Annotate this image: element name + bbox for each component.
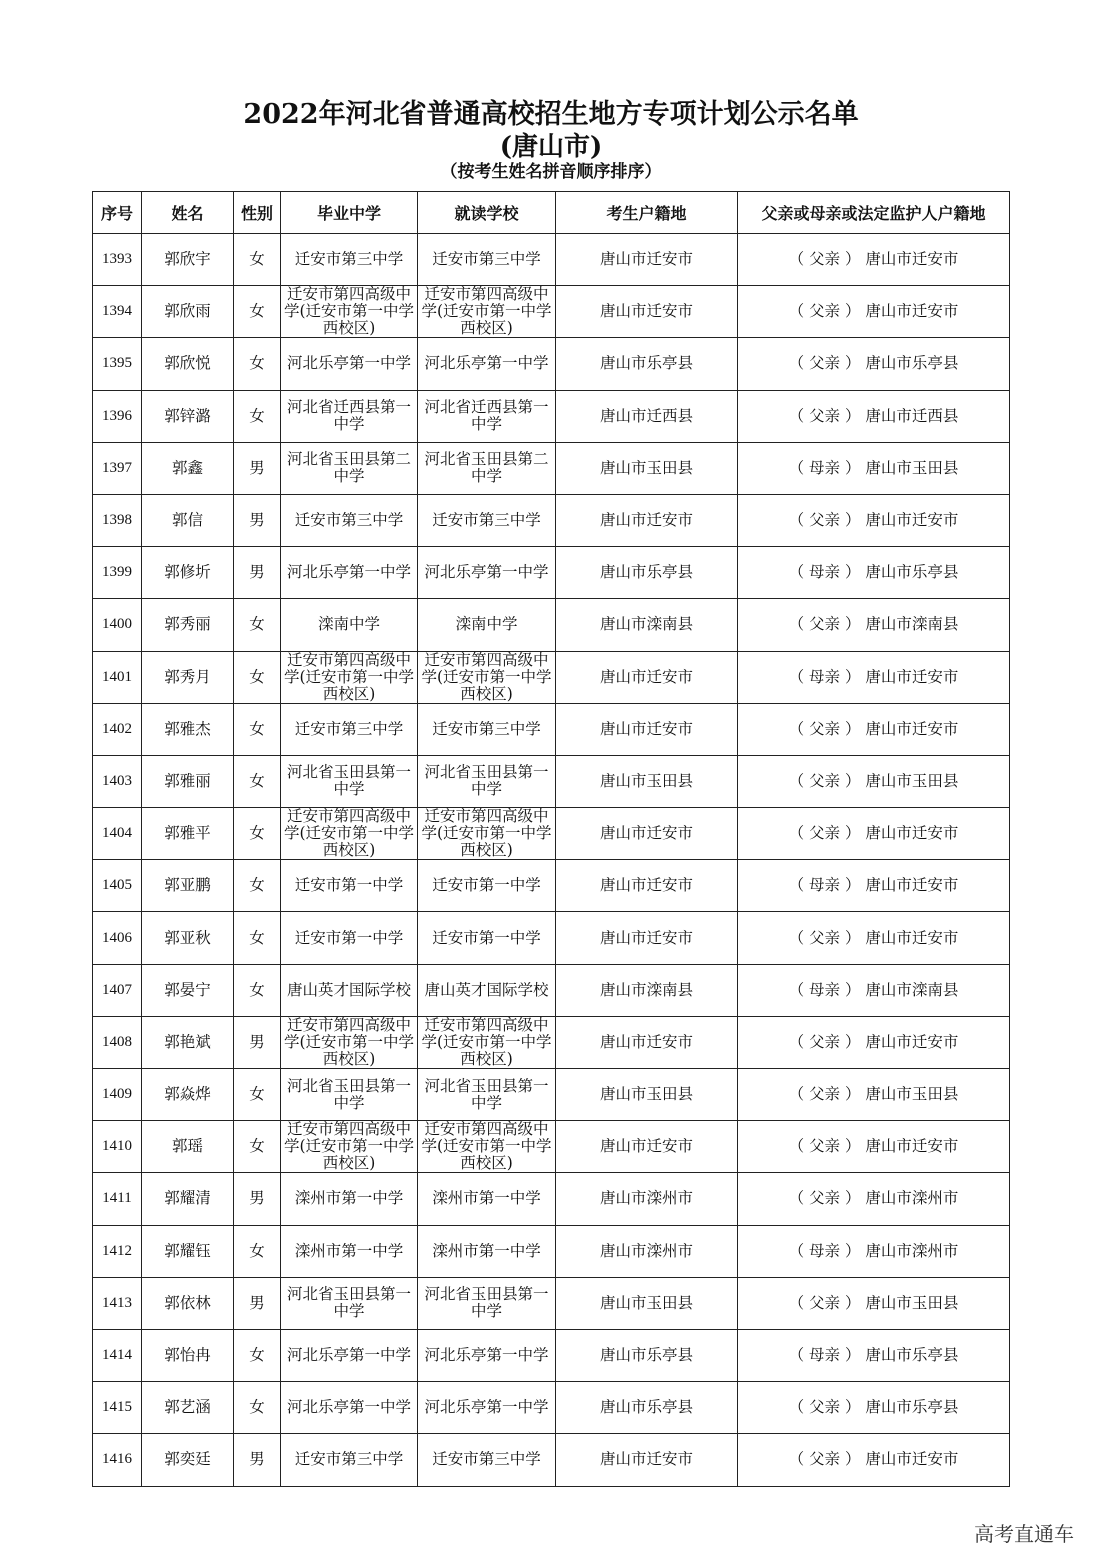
table-row [93,547,1010,599]
cell-household-registration: 唐山市滦南县 [556,599,738,651]
cell-current-school: 迁安市第三中学 [418,1434,556,1486]
cell-graduated-school: 迁安市第三中学 [281,1434,418,1486]
table-row [93,599,1010,651]
watermark-text: 高考直通车 [974,1522,1074,1546]
table-row [93,234,1010,286]
table-row [93,860,1010,912]
cell-guardian-registration: （ 父亲 ） 唐山市迁安市 [738,1121,1010,1173]
cell-graduated-school: 河北乐亭第一中学 [281,547,418,599]
table-row [93,1173,1010,1225]
cell-guardian-registration: （ 父亲 ） 唐山市滦南县 [738,599,1010,651]
cell-name: 郭耀清 [142,1173,234,1225]
cell-gender: 女 [234,912,281,964]
col-header-index: 序号 [93,192,142,234]
cell-name: 郭焱烨 [142,1069,234,1121]
cell-current-school: 河北省迁西县第一中学 [418,390,556,442]
cell-current-school: 迁安市第一中学 [418,860,556,912]
roster-table [92,191,1010,1487]
cell-name: 郭奕廷 [142,1434,234,1486]
cell-name: 郭耀钰 [142,1225,234,1277]
cell-graduated-school: 迁安市第四高级中学(迁安市第一中学西校区) [281,286,418,338]
cell-guardian-registration: （ 母亲 ） 唐山市滦南县 [738,964,1010,1016]
cell-household-registration: 唐山市乐亭县 [556,1382,738,1434]
cell-index: 1406 [93,912,142,964]
cell-gender: 女 [234,808,281,860]
cell-household-registration: 唐山市乐亭县 [556,338,738,390]
cell-household-registration: 唐山市滦州市 [556,1173,738,1225]
table-row [93,1225,1010,1277]
cell-household-registration: 唐山市玉田县 [556,755,738,807]
cell-name: 郭艳斌 [142,1016,234,1068]
cell-household-registration: 唐山市迁安市 [556,651,738,703]
cell-graduated-school: 迁安市第四高级中学(迁安市第一中学西校区) [281,808,418,860]
cell-name: 郭欣宇 [142,234,234,286]
cell-name: 郭亚鹏 [142,860,234,912]
table-row [93,912,1010,964]
cell-index: 1407 [93,964,142,1016]
cell-household-registration: 唐山市迁安市 [556,703,738,755]
cell-graduated-school: 迁安市第四高级中学(迁安市第一中学西校区) [281,1016,418,1068]
cell-current-school: 河北乐亭第一中学 [418,1382,556,1434]
table-row [93,442,1010,494]
cell-name: 郭雅丽 [142,755,234,807]
cell-gender: 女 [234,1069,281,1121]
cell-name: 郭欣悦 [142,338,234,390]
cell-gender: 男 [234,494,281,546]
cell-household-registration: 唐山市玉田县 [556,1069,738,1121]
cell-current-school: 迁安市第四高级中学(迁安市第一中学西校区) [418,808,556,860]
table-row [93,286,1010,338]
cell-gender: 女 [234,234,281,286]
cell-gender: 女 [234,286,281,338]
cell-guardian-registration: （ 母亲 ） 唐山市迁安市 [738,860,1010,912]
cell-current-school: 迁安市第三中学 [418,494,556,546]
cell-graduated-school: 迁安市第一中学 [281,860,418,912]
cell-name: 郭欣雨 [142,286,234,338]
cell-gender: 女 [234,1329,281,1381]
cell-name: 郭瑶 [142,1121,234,1173]
cell-name: 郭锌潞 [142,390,234,442]
cell-current-school: 迁安市第四高级中学(迁安市第一中学西校区) [418,1121,556,1173]
cell-graduated-school: 迁安市第三中学 [281,494,418,546]
cell-guardian-registration: （ 母亲 ） 唐山市乐亭县 [738,1329,1010,1381]
cell-index: 1412 [93,1225,142,1277]
cell-guardian-registration: （ 父亲 ） 唐山市迁安市 [738,494,1010,546]
table-header-row [93,192,1010,234]
cell-guardian-registration: （ 父亲 ） 唐山市迁西县 [738,390,1010,442]
cell-current-school: 河北乐亭第一中学 [418,338,556,390]
cell-guardian-registration: （ 母亲 ） 唐山市乐亭县 [738,547,1010,599]
cell-graduated-school: 迁安市第三中学 [281,703,418,755]
cell-guardian-registration: （ 父亲 ） 唐山市玉田县 [738,755,1010,807]
cell-guardian-registration: （ 父亲 ） 唐山市迁安市 [738,912,1010,964]
cell-household-registration: 唐山市迁安市 [556,860,738,912]
cell-graduated-school: 唐山英才国际学校 [281,964,418,1016]
cell-household-registration: 唐山市滦州市 [556,1225,738,1277]
document-subtitle: (唐山市) [499,132,603,162]
cell-household-registration: 唐山市玉田县 [556,442,738,494]
cell-household-registration: 唐山市玉田县 [556,1277,738,1329]
cell-household-registration: 唐山市迁安市 [556,1434,738,1486]
cell-name: 郭信 [142,494,234,546]
cell-household-registration: 唐山市迁安市 [556,808,738,860]
cell-graduated-school: 河北省玉田县第二中学 [281,442,418,494]
cell-gender: 女 [234,1225,281,1277]
table-row [93,1016,1010,1068]
table-row [93,1121,1010,1173]
cell-gender: 女 [234,860,281,912]
cell-guardian-registration: （ 父亲 ） 唐山市迁安市 [738,234,1010,286]
cell-graduated-school: 河北省玉田县第一中学 [281,755,418,807]
cell-gender: 男 [234,1016,281,1068]
cell-household-registration: 唐山市滦南县 [556,964,738,1016]
cell-current-school: 迁安市第四高级中学(迁安市第一中学西校区) [418,1016,556,1068]
cell-guardian-registration: （ 父亲 ） 唐山市迁安市 [738,1434,1010,1486]
cell-current-school: 河北省玉田县第一中学 [418,1069,556,1121]
cell-name: 郭雅平 [142,808,234,860]
cell-household-registration: 唐山市迁安市 [556,494,738,546]
cell-index: 1413 [93,1277,142,1329]
cell-household-registration: 唐山市迁安市 [556,1016,738,1068]
cell-current-school: 河北乐亭第一中学 [418,547,556,599]
cell-name: 郭艺涵 [142,1382,234,1434]
cell-household-registration: 唐山市乐亭县 [556,547,738,599]
cell-gender: 男 [234,1277,281,1329]
cell-name: 郭晏宁 [142,964,234,1016]
cell-gender: 女 [234,755,281,807]
cell-current-school: 迁安市第三中学 [418,234,556,286]
cell-index: 1399 [93,547,142,599]
cell-index: 1396 [93,390,142,442]
cell-index: 1404 [93,808,142,860]
cell-index: 1405 [93,860,142,912]
cell-guardian-registration: （ 母亲 ） 唐山市玉田县 [738,442,1010,494]
cell-index: 1410 [93,1121,142,1173]
table-row [93,1277,1010,1329]
cell-graduated-school: 河北乐亭第一中学 [281,1382,418,1434]
cell-guardian-registration: （ 父亲 ） 唐山市迁安市 [738,1016,1010,1068]
table-row [93,1329,1010,1381]
col-header-name: 姓名 [142,192,234,234]
cell-name: 郭秀月 [142,651,234,703]
cell-index: 1401 [93,651,142,703]
cell-current-school: 滦南中学 [418,599,556,651]
cell-graduated-school: 河北省玉田县第一中学 [281,1277,418,1329]
cell-index: 1394 [93,286,142,338]
cell-index: 1411 [93,1173,142,1225]
table-row [93,1069,1010,1121]
cell-current-school: 迁安市第四高级中学(迁安市第一中学西校区) [418,286,556,338]
table-row [93,494,1010,546]
cell-household-registration: 唐山市迁安市 [556,912,738,964]
cell-current-school: 迁安市第一中学 [418,912,556,964]
cell-index: 1400 [93,599,142,651]
document-title: 2022年河北省普通高校招生地方专项计划公示名单 [243,99,859,130]
cell-current-school: 滦州市第一中学 [418,1173,556,1225]
cell-index: 1395 [93,338,142,390]
cell-index: 1402 [93,703,142,755]
table-row [93,808,1010,860]
cell-gender: 男 [234,442,281,494]
cell-index: 1416 [93,1434,142,1486]
cell-index: 1408 [93,1016,142,1068]
cell-gender: 女 [234,964,281,1016]
cell-graduated-school: 滦州市第一中学 [281,1225,418,1277]
cell-graduated-school: 河北省玉田县第一中学 [281,1069,418,1121]
table-row [93,755,1010,807]
cell-household-registration: 唐山市迁西县 [556,390,738,442]
cell-gender: 男 [234,1434,281,1486]
cell-gender: 女 [234,1382,281,1434]
table-row [93,703,1010,755]
sort-note: （按考生姓名拼音顺序排序） [440,162,662,182]
cell-gender: 女 [234,390,281,442]
col-header-current-school: 就读学校 [418,192,556,234]
cell-gender: 女 [234,703,281,755]
cell-name: 郭修圻 [142,547,234,599]
cell-name: 郭秀丽 [142,599,234,651]
cell-graduated-school: 迁安市第四高级中学(迁安市第一中学西校区) [281,1121,418,1173]
cell-current-school: 迁安市第三中学 [418,703,556,755]
cell-graduated-school: 河北乐亭第一中学 [281,1329,418,1381]
cell-guardian-registration: （ 父亲 ） 唐山市乐亭县 [738,1382,1010,1434]
cell-household-registration: 唐山市乐亭县 [556,1329,738,1381]
cell-name: 郭鑫 [142,442,234,494]
cell-current-school: 河北乐亭第一中学 [418,1329,556,1381]
col-header-gender: 性别 [234,192,281,234]
cell-graduated-school: 迁安市第四高级中学(迁安市第一中学西校区) [281,651,418,703]
cell-gender: 女 [234,338,281,390]
cell-name: 郭怡冉 [142,1329,234,1381]
cell-gender: 男 [234,1173,281,1225]
cell-name: 郭亚秋 [142,912,234,964]
cell-gender: 女 [234,599,281,651]
cell-household-registration: 唐山市迁安市 [556,1121,738,1173]
cell-graduated-school: 滦州市第一中学 [281,1173,418,1225]
cell-index: 1409 [93,1069,142,1121]
cell-current-school: 河北省玉田县第一中学 [418,1277,556,1329]
cell-index: 1414 [93,1329,142,1381]
table-row [93,1382,1010,1434]
cell-guardian-registration: （ 母亲 ） 唐山市滦州市 [738,1225,1010,1277]
cell-current-school: 河北省玉田县第二中学 [418,442,556,494]
cell-index: 1397 [93,442,142,494]
cell-graduated-school: 河北乐亭第一中学 [281,338,418,390]
cell-gender: 男 [234,547,281,599]
col-header-household-registration: 考生户籍地 [556,192,738,234]
cell-guardian-registration: （ 父亲 ） 唐山市玉田县 [738,1277,1010,1329]
col-header-graduated-school: 毕业中学 [281,192,418,234]
cell-index: 1415 [93,1382,142,1434]
cell-household-registration: 唐山市迁安市 [556,286,738,338]
cell-current-school: 滦州市第一中学 [418,1225,556,1277]
cell-guardian-registration: （ 母亲 ） 唐山市迁安市 [738,651,1010,703]
table-row [93,338,1010,390]
col-header-guardian-registration: 父亲或母亲或法定监护人户籍地 [738,192,1010,234]
cell-gender: 女 [234,651,281,703]
cell-index: 1393 [93,234,142,286]
cell-index: 1403 [93,755,142,807]
cell-graduated-school: 河北省迁西县第一中学 [281,390,418,442]
cell-current-school: 河北省玉田县第一中学 [418,755,556,807]
cell-gender: 女 [234,1121,281,1173]
table-row [93,964,1010,1016]
table-row [93,390,1010,442]
cell-name: 郭雅杰 [142,703,234,755]
cell-current-school: 迁安市第四高级中学(迁安市第一中学西校区) [418,651,556,703]
cell-guardian-registration: （ 父亲 ） 唐山市迁安市 [738,808,1010,860]
cell-household-registration: 唐山市迁安市 [556,234,738,286]
table-row [93,1434,1010,1486]
cell-guardian-registration: （ 父亲 ） 唐山市迁安市 [738,286,1010,338]
cell-guardian-registration: （ 父亲 ） 唐山市玉田县 [738,1069,1010,1121]
cell-graduated-school: 迁安市第三中学 [281,234,418,286]
cell-guardian-registration: （ 父亲 ） 唐山市乐亭县 [738,338,1010,390]
cell-current-school: 唐山英才国际学校 [418,964,556,1016]
cell-index: 1398 [93,494,142,546]
cell-name: 郭依林 [142,1277,234,1329]
cell-graduated-school: 迁安市第一中学 [281,912,418,964]
table-row [93,651,1010,703]
cell-guardian-registration: （ 父亲 ） 唐山市迁安市 [738,703,1010,755]
cell-graduated-school: 滦南中学 [281,599,418,651]
cell-guardian-registration: （ 父亲 ） 唐山市滦州市 [738,1173,1010,1225]
